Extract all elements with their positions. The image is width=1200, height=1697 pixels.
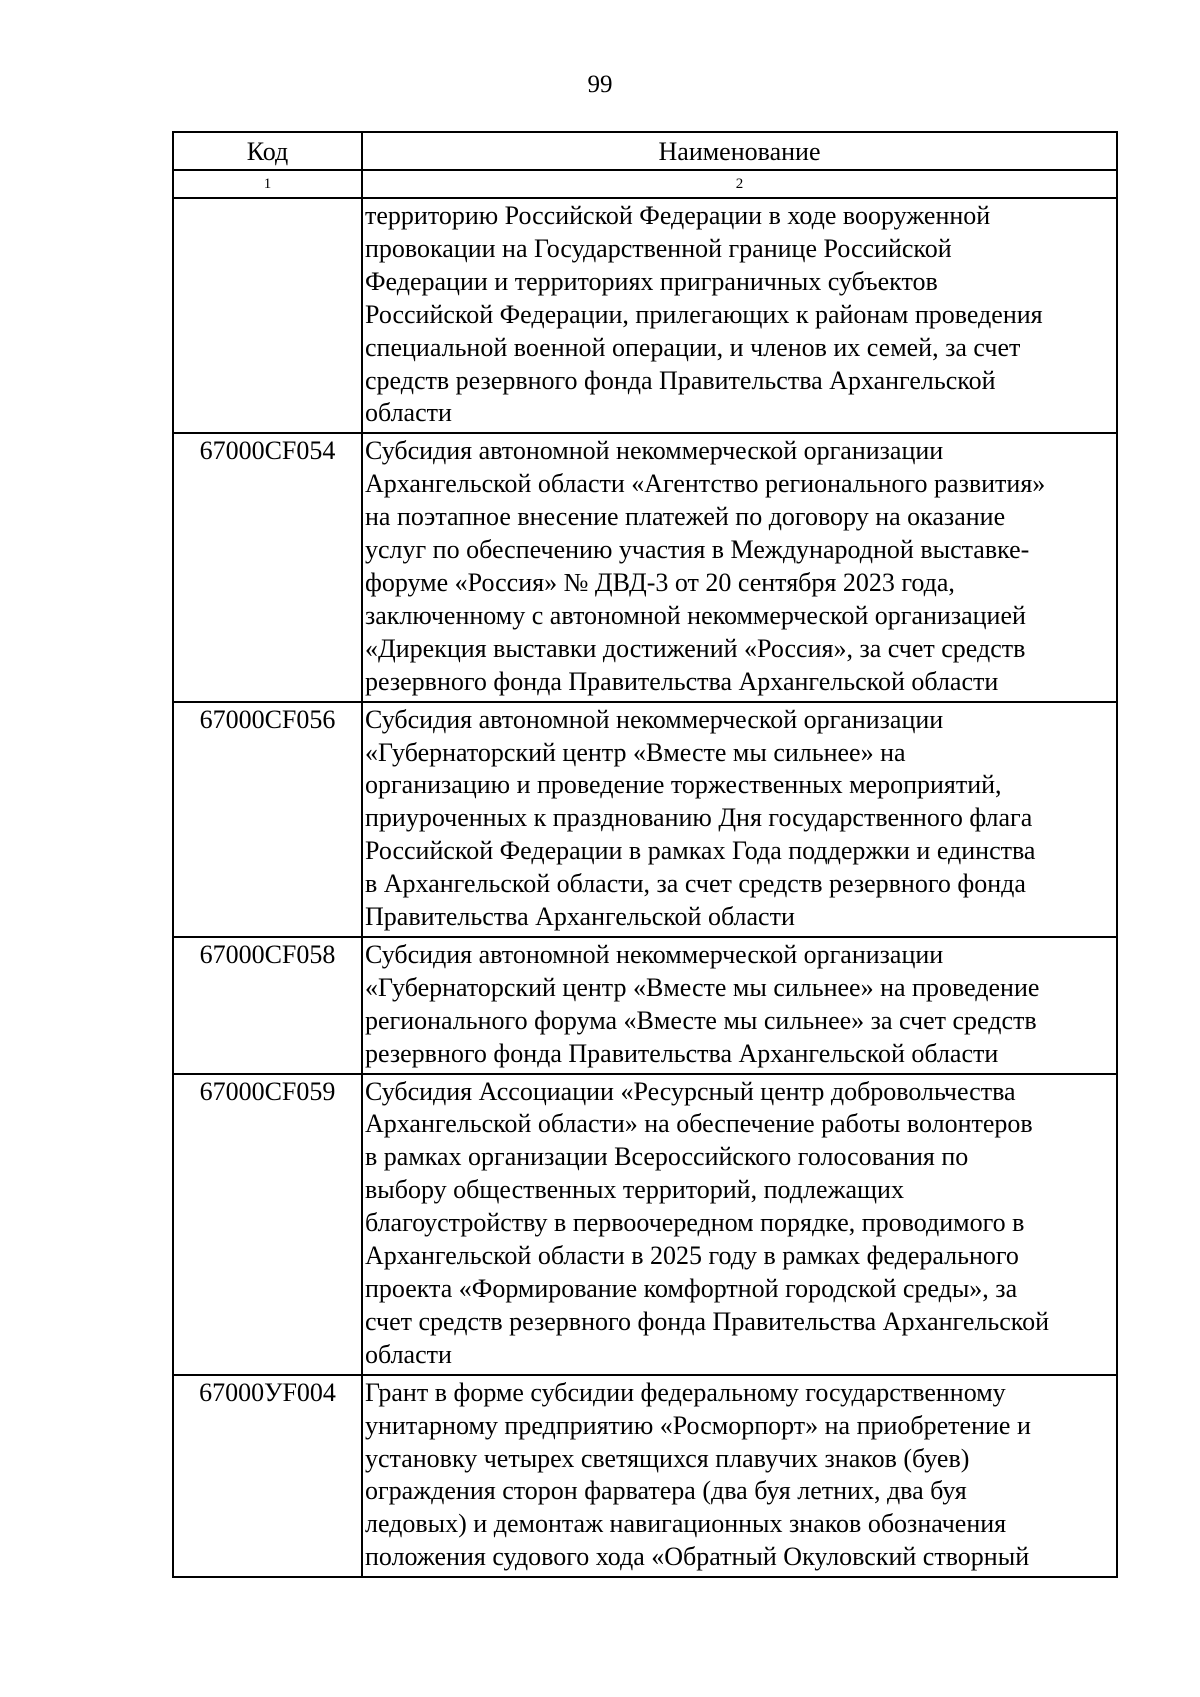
column-numbering-row	[173, 170, 1117, 198]
row-name-line: регионального форума «Вместе мы сильнее» за счет средств	[365, 1005, 1037, 1035]
row-code: 67000CF054	[173, 433, 362, 701]
table-row	[173, 702, 1117, 937]
row-name-line: Субсидия автономной некоммерческой организации	[365, 436, 944, 466]
row-name-line: Архангельской области «Агентство регионального развития»	[365, 469, 1046, 499]
row-name-line: организацию и проведение торжественных мероприятий,	[365, 770, 1002, 800]
row-name-line: Федерации и территориях приграничных субъектов	[365, 266, 938, 296]
row-name	[362, 937, 1117, 1074]
row-name-line: положения судового хода «Обратный Окуловский створный	[365, 1542, 1030, 1572]
row-name-line: области	[365, 1339, 452, 1369]
row-name-line: специальной военной операции, и членов их семей, за счет	[365, 332, 1021, 362]
table-row	[173, 937, 1117, 1074]
row-name-line: выбору общественных территорий, подлежащих	[365, 1175, 904, 1205]
table-body	[173, 198, 1117, 1577]
row-name-line: Российской Федерации, прилегающих к районам проведения	[365, 299, 1043, 329]
row-name-line: счет средств резервного фонда Правительства Архангельской	[365, 1306, 1050, 1336]
row-name-line: области	[365, 398, 452, 428]
row-name-line: услуг по обеспечению участия в Международной выставке-	[365, 535, 1030, 565]
row-name-line: в Архангельской области, за счет средств резервного фонда	[365, 869, 1026, 899]
table-row	[173, 1074, 1117, 1375]
row-name-line: заключенному с автономной некоммерческой организацией	[365, 600, 1026, 630]
row-name-line: Грант в форме субсидии федеральному государственному	[365, 1377, 1006, 1407]
row-name	[362, 1375, 1117, 1577]
row-name-line: «Губернаторский центр «Вместе мы сильнее» на проведение	[365, 972, 1040, 1002]
row-name-line: благоустройству в первоочередном порядке, проводимого в	[365, 1208, 1025, 1238]
row-name-line: Субсидия автономной некоммерческой организации	[365, 704, 944, 734]
row-name-line: Субсидия автономной некоммерческой организации	[365, 939, 944, 969]
budget-code-table	[172, 131, 1118, 1578]
row-name-line: «Губернаторский центр «Вместе мы сильнее» на	[365, 737, 906, 767]
table-header	[173, 132, 1117, 198]
row-name-line: Архангельской области в 2025 году в рамках федерального	[365, 1241, 1019, 1271]
row-name-line: ледовых) и демонтаж навигационных знаков обозначения	[365, 1509, 1007, 1539]
row-code: 67000CF056	[173, 702, 362, 937]
column-number-1: 1	[173, 170, 362, 198]
row-name-line: на поэтапное внесение платежей по договору на оказание	[365, 502, 1006, 532]
row-name-line: в рамках организации Всероссийского голосования по	[365, 1142, 969, 1172]
header-row	[173, 132, 1117, 170]
row-name-line: Российской Федерации в рамках Года поддержки и единства	[365, 836, 1036, 866]
header-name: Наименование	[362, 132, 1117, 170]
row-name-line: установку четырех светящихся плавучих знаков (буев)	[365, 1443, 970, 1473]
row-name-line: Правительства Архангельской области	[365, 902, 795, 932]
column-number-2: 2	[362, 170, 1117, 198]
row-name-line: приуроченных к празднованию Дня государственного флага	[365, 803, 1033, 833]
row-name-line: форуме «Россия» № ДВД-3 от 20 сентября 2023 года,	[365, 567, 955, 597]
row-name-line: ограждения сторон фарватера (два буя летних, два буя	[365, 1476, 967, 1506]
table-row	[173, 1375, 1117, 1577]
row-name-line: проекта «Формирование комфортной городской среды», за	[365, 1274, 1018, 1303]
header-code: Код	[173, 132, 362, 170]
table-row	[173, 198, 1117, 433]
row-name-line: провокации на Государственной границе Российской	[365, 233, 952, 263]
row-name-line: резервного фонда Правительства Архангельской области	[365, 1038, 999, 1068]
row-name	[362, 1074, 1117, 1375]
page-number: 99	[587, 71, 613, 98]
row-name-line: унитарному предприятию «Росморпорт» на приобретение и	[365, 1410, 1031, 1440]
row-name-line: Архангельской области» на обеспечение работы волонтеров	[365, 1109, 1033, 1139]
row-name	[362, 702, 1117, 937]
row-name-line: Субсидия Ассоциации «Ресурсный центр добровольчества	[365, 1076, 1016, 1106]
row-name-line: территорию Российской Федерации в ходе вооруженной	[365, 201, 991, 230]
row-name	[362, 433, 1117, 701]
row-name-line: резервного фонда Правительства Архангельской области	[365, 666, 999, 696]
row-code: 67000CF059	[173, 1074, 362, 1375]
row-name	[362, 198, 1117, 433]
row-code: 67000CF058	[173, 937, 362, 1074]
row-name-line: средств резервного фонда Правительства Архангельской	[365, 365, 996, 395]
row-name-line: «Дирекция выставки достижений «Россия», за счет средств	[365, 633, 1026, 663]
row-code: 67000УF004	[173, 1375, 362, 1577]
table-row	[173, 433, 1117, 701]
row-code	[173, 198, 362, 433]
